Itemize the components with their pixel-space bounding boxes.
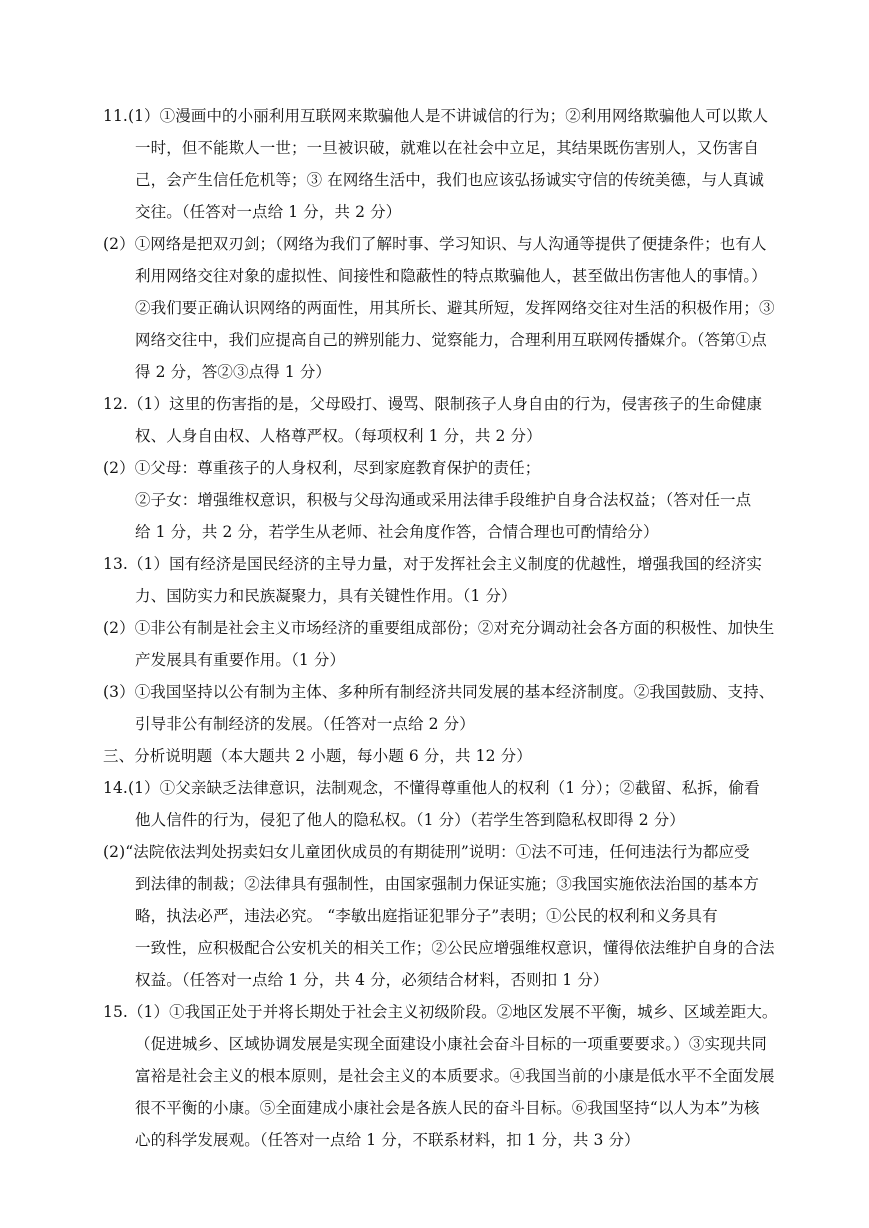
q14-2-line-5: 权益。（任答对一点给 1 分，共 4 分，必须结合材料，否则扣 1 分） xyxy=(135,971,609,989)
q15-1-line-4: 很不平衡的小康。⑤全面建成小康社会是各族人民的奋斗目标。⑥我国坚持“以人为本”为核 xyxy=(135,1099,760,1117)
q15-1-line-3: 富裕是社会主义的根本原则，是社会主义的本质要求。④我国当前的小康是低水平不全面发展 xyxy=(135,1067,775,1085)
q11-1-line-4: 交往。（任答对一点给 1 分，共 2 分） xyxy=(135,203,402,221)
q14-2-line-2: 到法律的制裁；②法律具有强制性，由国家强制力保证实施；③我国实施依法治国的基本方 xyxy=(135,875,760,893)
q13-1-line-1: 13.（1）国有经济是国民经济的主导力量，对于发挥社会主义制度的优越性，增强我国的经济实 xyxy=(103,555,762,573)
q15-1-line-1: 15.（1）①我国正处于并将长期处于社会主义初级阶段。②地区发展不平衡，城乡、区域差距大。 xyxy=(103,1003,778,1021)
q13-2-line-2: 产发展具有重要作用。（1 分） xyxy=(135,651,346,669)
q14-2-line-3: 略，执法必严，违法必究。 “李敏出庭指证犯罪分子”表明；①公民的权利和义务具有 xyxy=(135,907,718,925)
q12-2-line-2: ②子女：增强维权意识，积极与父母沟通或采用法律手段维护自身合法权益；（答对任一点 xyxy=(135,491,752,509)
q11-2-line-4: 网络交往中，我们应提高自己的辨别能力、觉察能力，合理利用互联网传播媒介。（答第①点 xyxy=(135,331,767,349)
q15-1-line-5: 心的科学发展观。（任答对一点给 1 分，不联系材料，扣 1 分，共 3 分） xyxy=(135,1131,640,1149)
q12-2-line-1: (2）①父母：尊重孩子的人身权利，尽到家庭教育保护的责任； xyxy=(103,459,541,477)
q12-2-line-3: 给 1 分，共 2 分，若学生从老师、社会角度作答，合情合理也可酌情给分） xyxy=(135,523,659,541)
q13-3-line-1: (3）①我国坚持以公有制为主体、多种所有制经济共同发展的基本经济制度。②我国鼓励、支持、 xyxy=(103,683,775,701)
q12-1-line-2: 权、人身自由权、人格尊严权。（每项权利 1 分，共 2 分） xyxy=(135,427,542,445)
q11-1-line-2: 一时，但不能欺人一世；一旦被识破，就难以在社会中立足，其结果既伤害别人，又伤害自 xyxy=(135,139,760,157)
section-heading: 三、分析说明题（本大题共 2 小题，每小题 6 分，共 12 分） xyxy=(103,747,532,765)
q13-1-line-2: 力、国防实力和民族凝聚力，具有关键性作用。（1 分） xyxy=(135,587,517,605)
q11-1-line-3: 己，会产生信任危机等；③ 在网络生活中，我们也应该弘扬诚实守信的传统美德，与人真诚 xyxy=(135,171,765,189)
q11-2-line-5: 得 2 分，答②③点得 1 分） xyxy=(135,363,332,381)
q11-1-line-1: 11.(1）①漫画中的小丽利用互联网来欺骗他人是不讲诚信的行为；②利用网络欺骗他人可以欺人 xyxy=(103,107,769,125)
q15-1-line-2: （促进城乡、区域协调发展是实现全面建设小康社会奋斗目标的一项重要要求。）③实现共同 xyxy=(135,1035,767,1053)
q14-2-line-4: 一致性，应积极配合公安机关的相关工作；②公民应增强维权意识，懂得依法维护自身的合法 xyxy=(135,939,775,957)
q14-2-line-1: (2)“法院依法判处拐卖妇女儿童团伙成员的有期徒刑”说明：①法不可违，任何违法行为都应受 xyxy=(103,843,750,861)
q14-1-line-2: 他人信件的行为，侵犯了他人的隐私权。（1 分）（若学生答到隐私权即得 2 分） xyxy=(135,811,685,829)
q13-3-line-2: 引导非公有制经济的发展。（任答对一点给 2 分） xyxy=(135,715,475,733)
q11-2-line-2: 利用网络交往对象的虚拟性、间接性和隐蔽性的特点欺骗他人，甚至做出伤害他人的事情。） xyxy=(135,267,767,285)
q14-1-line-1: 14.(1）①父亲缺乏法律意识，法制观念，不懂得尊重他人的权利（1 分）；②截留、私拆，偷看 xyxy=(103,779,760,797)
q13-2-line-1: (2）①非公有制是社会主义市场经济的重要组成部份；②对充分调动社会各方面的积极性、加快生 xyxy=(103,619,775,637)
q12-1-line-1: 12.（1）这里的伤害指的是，父母殴打、谩骂、限制孩子人身自由的行为，侵害孩子的生命健康 xyxy=(103,395,762,413)
q11-2-line-1: (2）①网络是把双刃剑；（网络为我们了解时事、学习知识、与人沟通等提供了便捷条件；也有人 xyxy=(103,235,767,253)
q11-2-line-3: ②我们要正确认识网络的两面性，用其所长、避其所短，发挥网络交往对生活的积极作用；③ xyxy=(135,299,775,317)
